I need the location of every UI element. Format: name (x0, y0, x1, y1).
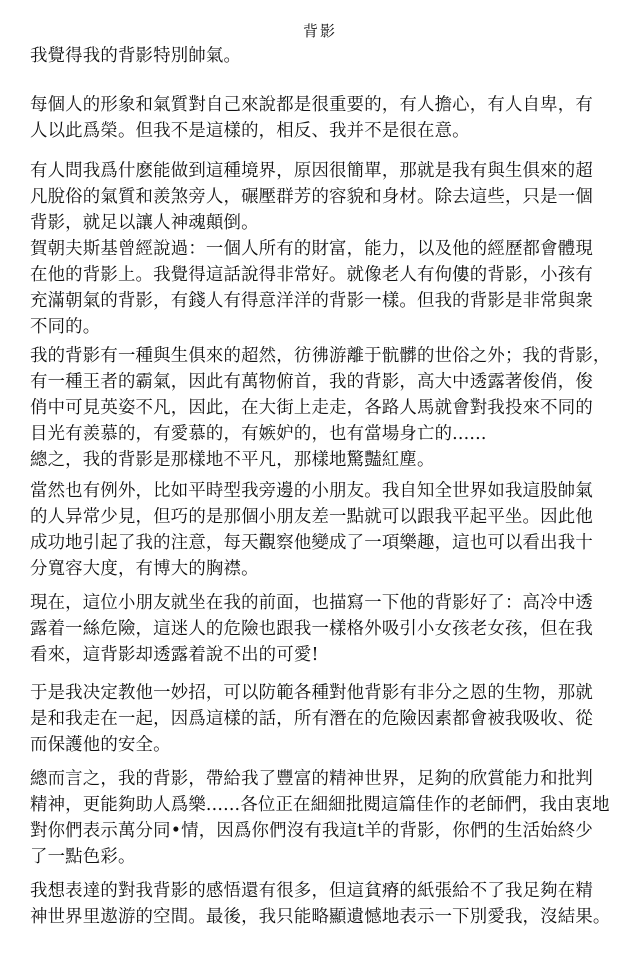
paragraph-line: 充滿朝氣的背影，有錢人有得意洋洋的背影一樣。但我的背影是非常與衆 (30, 291, 593, 311)
paragraph-6 (30, 478, 616, 582)
paragraph-line: 目光有羨慕的，有愛慕的，有嫉妒的，也有當場身亡的...... (30, 424, 487, 444)
paragraph-line: 在他的背影上。我覺得這話說得非常好。就像老人有佝僂的背影，小孩有 (30, 265, 593, 285)
paragraph-line: 是和我走在一起，因爲這樣的話，所有潛在的危險因素都會被我吸收、從 (30, 709, 593, 729)
paragraph-line: 我想表達的對我背影的感悟還有很多，但這貧瘠的紙張給不了我足夠在精 (30, 881, 593, 901)
paragraph-5 (30, 343, 616, 473)
paragraph-line: 賀朝夫斯基曾經說過：一個人所有的財富，能力，以及他的經歷都會體現 (30, 239, 593, 259)
paragraph-line: 成功地引起了我的注意，每天觀察他變成了一項樂趣，這也可以看出我十 (30, 533, 593, 553)
paragraph-8 (30, 680, 616, 758)
paragraph-line: 于是我决定教他一妙招，可以防範各種對他背影有非分之恩的生物，那就 (30, 683, 593, 703)
paragraph-line: 精神，更能夠助人爲樂......各位正在細細批閱這篇佳作的老師們，我由衷地 (30, 795, 610, 815)
paragraph-line: 神世界里遨游的空間。最後，我只能略顯遺憾地表示一下別愛我，沒結果。 (30, 907, 611, 927)
paragraph-line: 背影，就足以讓人神魂顛倒。 (30, 213, 259, 233)
paragraph-line: 俏中可見英姿不凡，因此，在大街上走走，各路人馬就會對我投來不同的 (30, 398, 593, 418)
paragraph-line: 而保護他的安全。 (30, 735, 171, 755)
paragraph-line: 看來，這背影却透露着說不出的可愛! (30, 645, 319, 665)
paragraph-3 (30, 158, 616, 236)
paragraph-line: 當然也有例外，比如平時型我旁邊的小朋友。我自知全世界如我這股帥氣 (30, 481, 593, 501)
paragraph-9 (30, 766, 616, 870)
paragraph-7 (30, 590, 616, 668)
paragraph-10 (30, 878, 616, 930)
paragraph-line: 分寬容大度，有博大的胸襟。 (30, 559, 259, 579)
paragraph-line: 不同的。 (30, 317, 101, 337)
paragraph-line: 有人問我爲什麽能做到這種境界，原因很簡單，那就是我有與生俱來的超 (30, 161, 593, 181)
document-title: 背影 (302, 22, 337, 40)
paragraph-line: 了一點色彩。 (30, 847, 136, 867)
paragraph-line: 的人异常少見，但巧的是那個小朋友差一點就可以跟我平起平坐。因此他 (30, 507, 593, 527)
paragraph-line: 每個人的形象和氣質對自己來說都是很重要的，有人擔心，有人自卑，有 (30, 95, 593, 115)
paragraph-line: 我的背影有一種與生俱來的超然，彷彿游離于骯髒的世俗之外；我的背影， (30, 346, 611, 366)
paragraph-1 (30, 43, 616, 69)
paragraph-line: 人以此爲榮。但我不是這樣的，相反、我并不是很在意。 (30, 121, 470, 141)
paragraph-line: 現在，這位小朋友就坐在我的前面，也描寫一下他的背影好了：高冷中透 (30, 593, 593, 613)
paragraph-line: 總之，我的背影是那樣地不平凡，那樣地驚豔紅塵。 (30, 450, 435, 470)
paragraph-line: 有一種王者的霸氣，因此有萬物俯首，我的背影，高大中透露著俊俏，俊 (30, 372, 593, 392)
paragraph-line: 露着一絲危險，這迷人的危險也跟我一樣格外吸引小女孩老女孩，但在我 (30, 619, 593, 639)
paragraph-2 (30, 92, 616, 144)
paragraph-4 (30, 236, 616, 340)
paragraph-line: 我覺得我的背影特別帥氣。 (30, 46, 242, 66)
paragraph-line: 對你們表示萬分同•情，因爲你們沒有我這t羊的背影，你們的生活始終少 (30, 821, 593, 841)
paragraph-line: 凡脫俗的氣質和羨煞旁人，碾壓群芳的容貌和身材。除去這些，只是一個 (30, 187, 593, 207)
paragraph-line: 總而言之，我的背影，帶給我了豐富的精神世界，足夠的欣賞能力和批判 (30, 769, 593, 789)
